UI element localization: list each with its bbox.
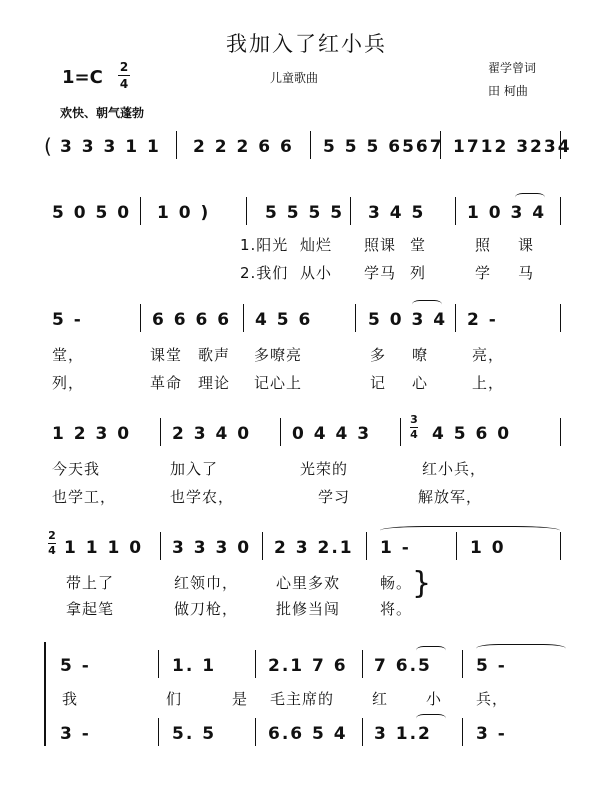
- time-signature-change: [410, 414, 418, 441]
- measure: 3 -: [60, 724, 91, 744]
- key-signature: 1=C: [62, 67, 103, 88]
- measure: 1712 3234: [453, 137, 572, 157]
- barline: [160, 532, 161, 560]
- measure: 3 -: [476, 724, 507, 744]
- lyric: 也学工，: [52, 488, 117, 506]
- lyric: 堂: [410, 236, 427, 254]
- slur: [416, 714, 446, 723]
- barline: [255, 718, 256, 746]
- barline: [280, 418, 281, 446]
- lyric: 也学农，: [170, 488, 235, 506]
- barline: [246, 197, 247, 225]
- barline: [176, 131, 177, 159]
- lyric: 照: [475, 236, 492, 254]
- lyric: 课: [518, 236, 535, 254]
- measure: 2 3 4 0: [172, 424, 252, 444]
- lyricist: 翟学曾词: [488, 61, 537, 75]
- lyric-line-2a: 2.我们: [240, 264, 289, 282]
- barline: [160, 418, 161, 446]
- barline: [262, 532, 263, 560]
- measure: 3 4 5: [368, 203, 426, 223]
- barline: [158, 650, 159, 678]
- barline: [560, 197, 561, 225]
- lyric: 毛主席的: [270, 690, 335, 708]
- lyric: 学: [475, 264, 492, 282]
- lyric: 从小: [300, 264, 333, 282]
- measure: 2 3 2.1: [274, 538, 354, 558]
- barline: [366, 532, 367, 560]
- lyric: 畅。: [380, 574, 413, 592]
- lyric: 记: [370, 374, 387, 392]
- barline: [350, 197, 351, 225]
- lyric: 学马: [364, 264, 397, 282]
- measure: 5 0 3 4: [368, 310, 448, 330]
- open-paren: (: [44, 134, 54, 158]
- lyric: 今天我: [52, 460, 101, 478]
- lyric: 课堂: [150, 346, 183, 364]
- measure: 2 2 2 6 6: [193, 137, 294, 157]
- measure: 5 -: [60, 656, 91, 676]
- lyric: 加入了: [170, 460, 219, 478]
- barline: [140, 197, 141, 225]
- measure: 2 -: [467, 310, 498, 330]
- lyric: 灿烂: [300, 236, 333, 254]
- lyric: 歌声: [198, 346, 231, 364]
- lyric: 做刀枪，: [174, 600, 239, 618]
- measure: 1 -: [380, 538, 411, 558]
- time-sig-top: 3: [410, 413, 418, 426]
- measure: 6 6 6 6: [152, 310, 232, 330]
- lyric: 亮，: [472, 346, 505, 364]
- measure: 1 0 ): [157, 203, 211, 223]
- lyric: 是: [232, 690, 249, 708]
- barline: [462, 718, 463, 746]
- measure: 5 0 5 0: [52, 203, 132, 223]
- barline: [560, 532, 561, 560]
- lyric: 记心上: [254, 374, 303, 392]
- song-title: 我加入了红小兵: [226, 32, 387, 56]
- measure: 4 5 6 0: [432, 424, 512, 444]
- barline: [560, 418, 561, 446]
- time-signature: [118, 60, 130, 91]
- measure: 1 0 3 4: [467, 203, 547, 223]
- lyric: 学习: [318, 488, 351, 506]
- barline: [455, 304, 456, 332]
- measure: 3 3 3 0: [172, 538, 252, 558]
- measure: 5. 5: [172, 724, 217, 744]
- lyric: 红小兵，: [422, 460, 487, 478]
- time-signature-change: [48, 530, 56, 557]
- lyric: 批修当闯: [276, 600, 341, 618]
- time-sig-top: 2: [119, 60, 129, 74]
- lyric: 小: [426, 690, 443, 708]
- lyric: 多: [370, 346, 387, 364]
- system-bracket: [44, 642, 46, 746]
- tie: [476, 644, 566, 653]
- composer: 田 柯曲: [488, 84, 528, 98]
- barline: [158, 718, 159, 746]
- lyric: 心: [412, 374, 429, 392]
- lyric: 带上了: [66, 574, 115, 592]
- lyric: 堂，: [52, 346, 85, 364]
- slur: [515, 193, 545, 202]
- time-sig-bottom: 4: [410, 428, 418, 441]
- lyric: 马: [518, 264, 535, 282]
- lyric: 革命: [150, 374, 183, 392]
- lyric: 拿起笔: [66, 600, 115, 618]
- tempo-marking: 欢快、朝气蓬勃: [60, 106, 145, 120]
- time-sig-bottom: 4: [48, 544, 56, 557]
- barline: [560, 304, 561, 332]
- lyric: 解放军，: [418, 488, 483, 506]
- barline: [455, 197, 456, 225]
- barline: [255, 650, 256, 678]
- lyric: 红领巾，: [174, 574, 239, 592]
- lyric: 列: [410, 264, 427, 282]
- measure: 3 3 3 1 1: [60, 137, 161, 157]
- brace-right: }: [412, 566, 432, 601]
- lyric: 心里多欢: [276, 574, 341, 592]
- lyric: 将。: [380, 600, 413, 618]
- time-sig-top: 2: [48, 529, 56, 542]
- lyric: 列，: [52, 374, 85, 392]
- time-sig-bottom: 4: [119, 77, 129, 91]
- lyric-line-1a: 1.阳光: [240, 236, 289, 254]
- barline: [440, 131, 441, 159]
- lyric: 多嘹亮: [254, 346, 303, 364]
- lyric: 兵，: [476, 690, 509, 708]
- measure: 1 0: [470, 538, 506, 558]
- lyric: 嘹: [412, 346, 429, 364]
- barline: [462, 650, 463, 678]
- barline: [243, 304, 244, 332]
- measure: 1 2 3 0: [52, 424, 132, 444]
- barline: [355, 304, 356, 332]
- tie: [380, 526, 560, 535]
- measure: 5 5 5 6567: [323, 137, 444, 157]
- measure: 0 4 4 3: [292, 424, 372, 444]
- barline: [140, 304, 141, 332]
- barline: [362, 650, 363, 678]
- lyric: 红: [372, 690, 389, 708]
- barline: [310, 131, 311, 159]
- barline: [362, 718, 363, 746]
- barline: [400, 418, 401, 446]
- barline: [560, 131, 561, 159]
- barline: [456, 532, 457, 560]
- lyric: 照课: [364, 236, 397, 254]
- measure: 5 5 5 5: [265, 203, 345, 223]
- measure: 1. 1: [172, 656, 217, 676]
- lyric: 光荣的: [300, 460, 349, 478]
- measure: 5 -: [52, 310, 83, 330]
- measure: 3 1.2: [374, 724, 432, 744]
- song-subtitle: 儿童歌曲: [270, 71, 319, 85]
- lyric: 我: [62, 690, 79, 708]
- lyric: 上，: [472, 374, 505, 392]
- slur: [416, 646, 446, 655]
- measure: 7 6.5: [374, 656, 432, 676]
- measure: 1 1 1 0: [64, 538, 144, 558]
- lyric: 理论: [198, 374, 231, 392]
- lyric: 们: [166, 690, 183, 708]
- measure: 2.1 7 6: [268, 656, 348, 676]
- measure: 6.6 5 4: [268, 724, 348, 744]
- measure: 4 5 6: [255, 310, 313, 330]
- measure: 5 -: [476, 656, 507, 676]
- slur: [412, 300, 442, 309]
